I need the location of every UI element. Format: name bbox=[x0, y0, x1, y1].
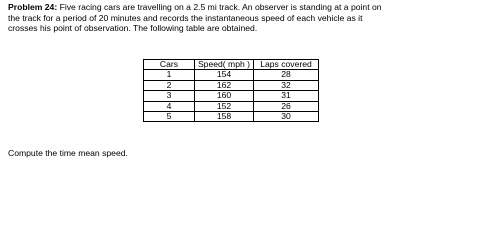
cell-laps: 31 bbox=[254, 91, 319, 101]
table-row bbox=[144, 101, 319, 111]
header-laps: Laps covered bbox=[254, 60, 319, 70]
problem-line-1-text: Five racing cars are travelling on a 2.5 mi track. An observer is standing at a point on bbox=[57, 2, 382, 12]
header-cars: Cars bbox=[144, 60, 195, 70]
cell-car: 5 bbox=[144, 112, 195, 122]
cell-car: 3 bbox=[144, 91, 195, 101]
table-header-row bbox=[144, 60, 319, 70]
cell-laps: 28 bbox=[254, 70, 319, 80]
cell-speed: 162 bbox=[195, 80, 254, 90]
cell-speed: 158 bbox=[195, 112, 254, 122]
speed-table bbox=[143, 59, 319, 122]
cell-speed: 160 bbox=[195, 91, 254, 101]
header-speed: Speed( mph ) bbox=[195, 60, 254, 70]
problem-title: Problem 24: bbox=[8, 2, 58, 12]
cell-car: 4 bbox=[144, 101, 195, 111]
problem-statement bbox=[8, 2, 490, 34]
table-row bbox=[144, 112, 319, 122]
cell-laps: 32 bbox=[254, 80, 319, 90]
question-text: Compute the time mean speed. bbox=[8, 148, 128, 158]
cell-laps: 30 bbox=[254, 112, 319, 122]
problem-line-1 bbox=[8, 2, 490, 13]
cell-car: 2 bbox=[144, 80, 195, 90]
cell-car: 1 bbox=[144, 70, 195, 80]
table-row bbox=[144, 80, 319, 90]
problem-line-3: crosses his point of observation. The following table are obtained. bbox=[8, 23, 258, 34]
table-row bbox=[144, 91, 319, 101]
cell-laps: 26 bbox=[254, 101, 319, 111]
cell-speed: 154 bbox=[195, 70, 254, 80]
cell-speed: 152 bbox=[195, 101, 254, 111]
problem-line-2: the track for a period of 20 minutes and records the instantaneous speed of each vehicle as it bbox=[8, 12, 363, 23]
table-row bbox=[144, 70, 319, 80]
